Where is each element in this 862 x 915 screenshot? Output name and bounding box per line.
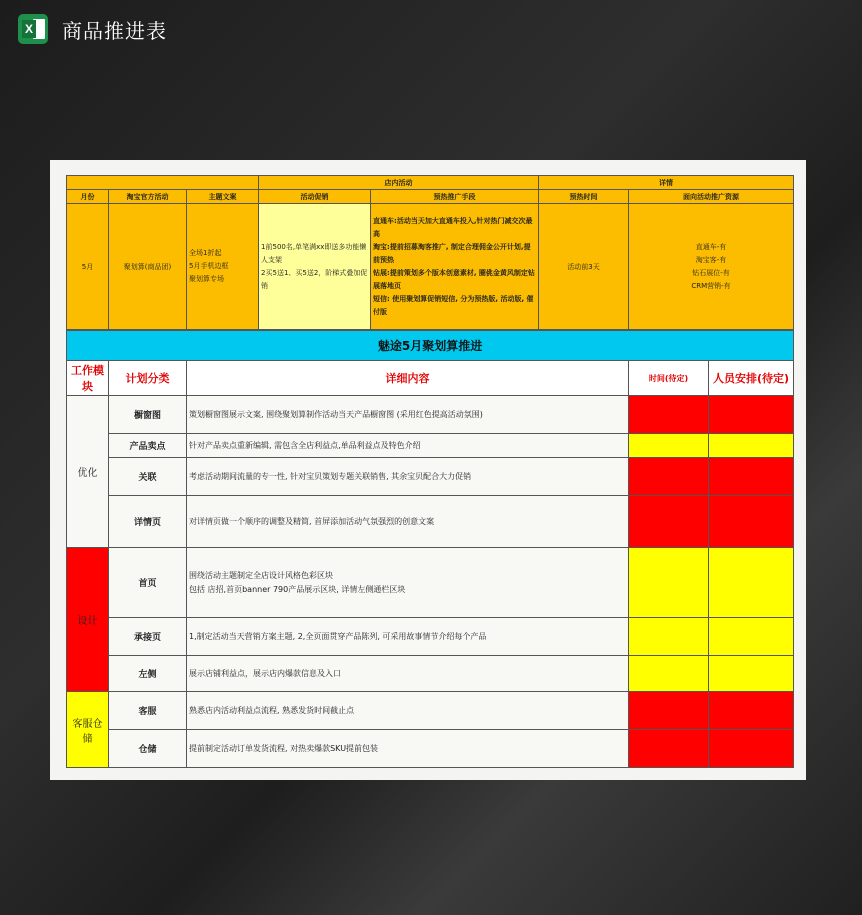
detail-line: 针对产品卖点重新编辑, 需包含全店利益点,单品利益点及特色介绍 — [189, 440, 421, 450]
column-header: 预热推广手段 — [371, 190, 539, 204]
detail-line: 策划橱窗图展示文案, 围绕聚划算制作活动当天产品橱窗图 (采用红色提高活动氛围) — [189, 409, 483, 419]
category-cell[interactable]: 左侧 — [109, 656, 187, 692]
staff-cell[interactable] — [709, 618, 794, 656]
category-cell[interactable]: 产品卖点 — [109, 434, 187, 458]
time-cell[interactable] — [629, 730, 709, 768]
detail-cell[interactable] — [187, 548, 629, 618]
staff-cell[interactable] — [709, 496, 794, 548]
detail-cell[interactable] — [187, 458, 629, 496]
cell-line: 全场1折起 — [189, 249, 222, 257]
plan-table — [66, 330, 794, 768]
cell-line: 淘宝:提前招募淘客推广, 制定合理佣金公开计划,提前预热 — [373, 242, 531, 264]
column-header: 月份 — [67, 190, 109, 204]
time-cell[interactable] — [629, 692, 709, 730]
time-cell[interactable] — [629, 618, 709, 656]
detail-line: 提前制定活动订单发货流程, 对热卖爆款SKU提前包装 — [189, 743, 379, 753]
staff-cell[interactable] — [709, 396, 794, 434]
excel-icon: X — [18, 14, 48, 44]
warmup-time-cell[interactable]: 活动前3天 — [539, 204, 629, 330]
staff-cell[interactable] — [709, 434, 794, 458]
cell-line: 1前500名,单笔满xx即送多功能懒人支架 — [261, 242, 367, 264]
category-cell[interactable]: 关联 — [109, 458, 187, 496]
detail-line: 对详情页做一个顺序的调整及精简, 首屏添加活动气氛强烈的创意文案 — [189, 516, 435, 526]
window-title-bar — [18, 12, 167, 46]
header-time: 时间(待定) — [629, 361, 709, 396]
cell-line: 2买5送1、买5送2，阶梯式叠加促销 — [261, 268, 368, 290]
detail-line: 1,制定活动当天营销方案主题, 2,全页面贯穿产品陈列, 可采用故事情节介绍每个产品 — [189, 631, 487, 641]
spreadsheet-card — [50, 160, 806, 780]
detail-group-header: 详情 — [539, 176, 794, 190]
detail-line: 熟悉店内活动利益点流程, 熟悉发货时间截止点 — [189, 705, 355, 715]
header-module: 工作模块 — [67, 361, 109, 396]
month-cell[interactable]: 5月 — [67, 204, 109, 330]
cell-line: 淘宝客-有 — [695, 255, 727, 264]
time-cell[interactable] — [629, 656, 709, 692]
column-header: 面向活动推广资源 — [629, 190, 794, 204]
column-header: 预热时间 — [539, 190, 629, 204]
module-cell[interactable]: 设计 — [67, 548, 109, 692]
category-cell[interactable]: 详情页 — [109, 496, 187, 548]
category-cell[interactable]: 客服 — [109, 692, 187, 730]
cell-line: 5月手机边框 — [189, 262, 229, 270]
plan-title: 魅途5月聚划算推进 — [67, 331, 794, 361]
time-cell[interactable] — [629, 548, 709, 618]
cell-line: 钻展:提前策划多个版本创意素材, 圈佻金黄风制定钻展落地页 — [373, 268, 535, 290]
column-header: 主题文案 — [187, 190, 259, 204]
module-cell[interactable]: 客服仓储 — [67, 692, 109, 768]
category-cell[interactable]: 首页 — [109, 548, 187, 618]
header-staff: 人员安排(待定) — [709, 361, 794, 396]
staff-cell[interactable] — [709, 656, 794, 692]
module-cell[interactable]: 优化 — [67, 396, 109, 548]
detail-cell[interactable] — [187, 396, 629, 434]
time-cell[interactable] — [629, 396, 709, 434]
header-detail: 详细内容 — [187, 361, 629, 396]
column-header: 活动促销 — [259, 190, 371, 204]
time-cell[interactable] — [629, 458, 709, 496]
cell-line: CRM营销-有 — [691, 281, 731, 290]
window-title: 商品推进表 — [62, 18, 167, 43]
detail-cell[interactable] — [187, 434, 629, 458]
staff-cell[interactable] — [709, 458, 794, 496]
spreadsheet — [66, 175, 793, 768]
cell-line: 直通车:活动当天加大直通车投入,针对热门减交次最高 — [373, 216, 533, 238]
column-header: 淘宝官方活动 — [109, 190, 187, 204]
warmup-cell[interactable] — [371, 204, 539, 330]
detail-line: 展示店铺利益点，展示店内爆款信息及入口 — [189, 668, 341, 678]
category-cell[interactable]: 承接页 — [109, 618, 187, 656]
cell-line: 短信: 使用聚划算促销短信, 分为预热版, 活动版, 催付版 — [373, 294, 534, 316]
detail-line: 包括 店招,首页banner 790产品展示区块, 详情左侧通栏区块 — [189, 584, 406, 594]
category-cell[interactable]: 仓储 — [109, 730, 187, 768]
cell-line: 聚划算专场 — [189, 275, 224, 283]
resources-cell[interactable] — [629, 204, 794, 330]
detail-cell[interactable] — [187, 692, 629, 730]
cell-line: 直通车-有 — [695, 242, 727, 251]
time-cell[interactable] — [629, 496, 709, 548]
official-cell[interactable]: 聚划算(商品团) — [109, 204, 187, 330]
header-category: 计划分类 — [109, 361, 187, 396]
theme-cell[interactable] — [187, 204, 259, 330]
staff-cell[interactable] — [709, 548, 794, 618]
detail-cell[interactable] — [187, 496, 629, 548]
time-cell[interactable] — [629, 434, 709, 458]
detail-line: 考虑活动期间流量的专一性, 针对宝贝策划专题关联销售, 其余宝贝配合大力促销 — [189, 471, 472, 481]
staff-cell[interactable] — [709, 730, 794, 768]
category-cell[interactable]: 橱窗图 — [109, 396, 187, 434]
staff-cell[interactable] — [709, 692, 794, 730]
top-table — [66, 175, 794, 330]
activity-group-header: 店内活动 — [259, 176, 539, 190]
empty-header — [67, 176, 259, 190]
detail-cell[interactable] — [187, 730, 629, 768]
promo-cell[interactable] — [259, 204, 371, 330]
detail-cell[interactable] — [187, 618, 629, 656]
cell-line: 钻石展位-有 — [692, 268, 730, 277]
detail-line: 围绕活动主题制定全店设计风格色彩区块 — [189, 570, 333, 580]
detail-cell[interactable] — [187, 656, 629, 692]
